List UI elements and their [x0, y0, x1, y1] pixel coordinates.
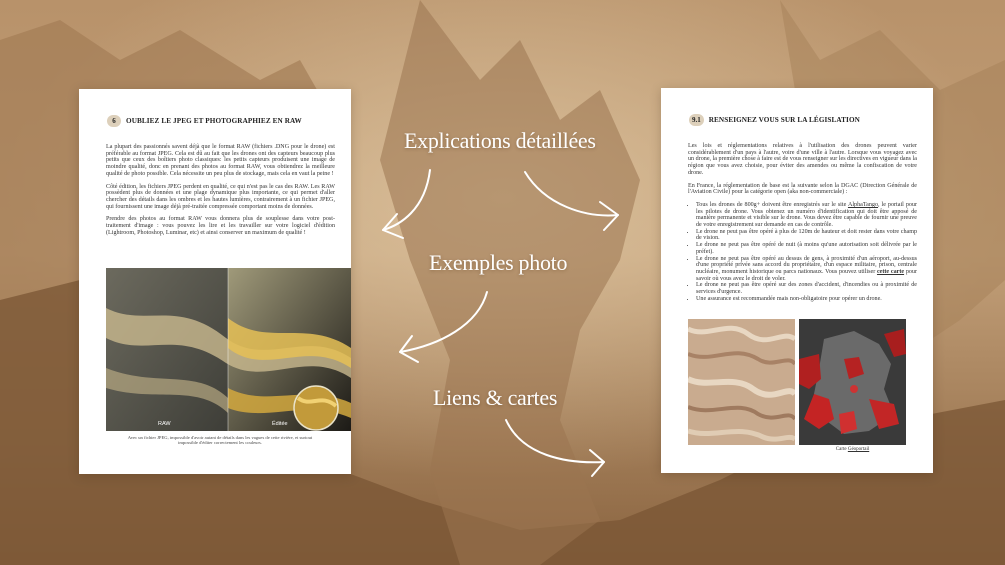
paragraph: Prendre des photos au format RAW vous donnera plus de souplesse dans votre post-traitement d'image : vous pouvez les lire et les travailler sur votre logiciel d'édition (Lightroom, Photoshop, Luminar, etc) et ainsi conserver un maximum de qualité ! — [106, 216, 335, 236]
list-item: • Le drone ne peut pas être opéré à plus de 120m de hauteur et doit rester dans votre champ de vision. — [696, 229, 917, 242]
list-item: • Le drone ne peut pas être opéré au dessus de gens, à proximité d'un aéroport, au-dessus d'une propriété privée sans accord du propriétaire, d'un espace militaire, prison, centrale nucléaire, monument historique ou parcs nationaux. Vous pouvez utiliser cette carte pour savoir où vous avez le droit de voler. — [696, 256, 917, 283]
paragraph: En France, la réglementation de base est la suivante selon la DGAC (Direction Générale de l'Aviation Civile) pour la catégorie open (aka non-commerciale) : — [688, 182, 917, 196]
links-label: Liens & cartes — [433, 385, 558, 410]
arrow-to-right-page-icon — [525, 172, 618, 215]
section-number-badge: 6 — [107, 115, 121, 127]
raw-label: RAW — [158, 421, 171, 427]
list-item: • Tous les drones de 800g+ doivent être enregistrés sur le site AlphaTango, le portail pour les pilotes de drone. Vous obtenez un numéro d'identification qui doit être apposé de manière permanente et visible sur le drone. Vous devez être capable de fournir une preuve de votre enregistrement sur demande en cas de contrôle. — [696, 202, 917, 229]
list-item: • Le drone ne peut pas être opéré sur des zones d'accident, d'incendies ou à proximité de services d'urgence. — [696, 282, 917, 295]
arrow-to-right-map-icon — [506, 420, 604, 462]
section-title: OUBLIEZ LE JPEG ET PHOTOGRAPHIEZ EN RAW — [126, 117, 302, 125]
details-label: Explications détaillées — [404, 128, 596, 153]
map-caption: Carte Géoportail — [835, 447, 870, 452]
section-title: RENSEIGNEZ VOUS SUR LA LÉGISLATION — [708, 116, 860, 124]
geoportail-link[interactable]: Géoportail — [847, 447, 870, 452]
list-item: • Le drone ne peut pas être opéré de nuit (à moins qu'une autorisation soit délivrée par le préfet). — [696, 242, 917, 255]
paragraph: Côté édition, les fichiers JPEG perdent en qualité, ce qui n'est pas le cas des RAW. Les RAW possèdent plus de données et une plage dynamique plus importante, ce qui permet d'aller chercher des détails dans les ombres et les hautes lumières, contrairement à un fichier JPEG, qui fournissent une image déjà pré-traitée compressée comportant moins de données. — [106, 183, 335, 210]
list-item: • Une assurance est recommandée mais non-obligatoire pour opérer un drone. — [696, 296, 917, 303]
arrow-to-left-photo-icon — [400, 292, 487, 352]
alphatango-link[interactable]: AlphaTango — [847, 201, 878, 208]
photos-label: Exemples photo — [429, 250, 568, 275]
paragraph: Les lois et réglementations relatives à l'utilisation des drones peuvent varier considérablement d'un pays à l'autre, voire d'une ville à l'autre. Lorsque vous voyagez avec un drone, la première chose à faire est de vous renseigner sur les directives en vigueur dans la région que vous avez choisie, pour éviter des amendes ou même la confiscation de votre drone. — [688, 143, 917, 176]
map-link[interactable]: cette carte — [876, 268, 905, 275]
section-number-badge: 9.1 — [689, 114, 704, 126]
paragraph: La plupart des passionnés savent déjà que le format RAW (fichiers .DNG pour le drone) est préférable au format JPEG. Cela est dû au fait que les drones ont des capteurs beaucoup plus petits que ceux des boîtiers photo classiques: les petits capteurs produisent une image de moindre qualité, donc en prenant des photos au format RAW, vous obtiendrez la meilleure qualité de photo possible. Cela nécessite un peu plus de stockage, mais cela en vaut la peine ! — [106, 144, 335, 177]
photo-caption: Avec un fichier JPEG, impossible d'avoir autant de détails dans les vagues de cette rivière, et surtout impossible d'éditer correctement les couleurs. — [127, 435, 313, 446]
edited-label: Éditée — [272, 421, 288, 427]
